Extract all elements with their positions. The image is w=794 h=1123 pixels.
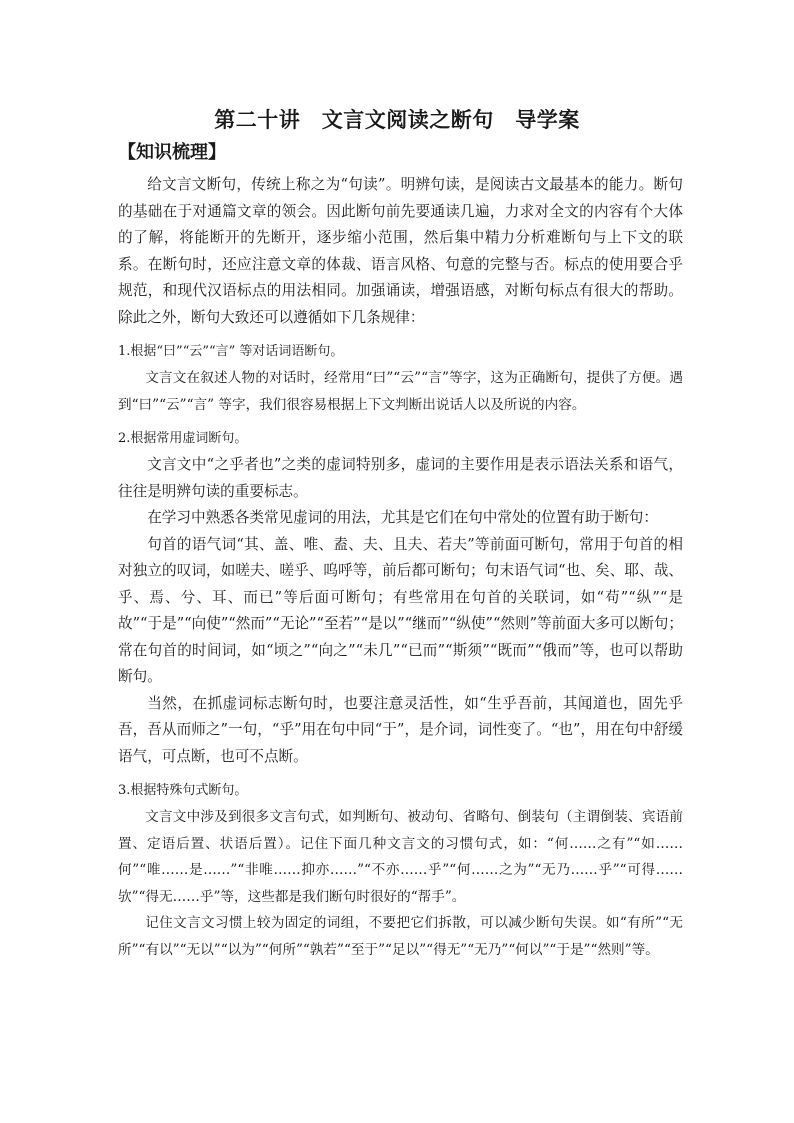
document-body [118,172,683,963]
rule-2-heading: 2.根据常用虚词断句。 [118,431,248,446]
rule-2-paragraph-1: 文言文中“之乎者也”之类的虚词特别多，虚词的主要作用是表示语法关系和语气，往往是明辨句读的重要标志。 [118,456,683,500]
rule-3-heading: 3.根据特殊句式断句。 [118,783,248,798]
page-title: 第二十讲 文言文阅读之断句 导学案 [214,107,580,132]
rule-1-paragraph: 文言文在叙述人物的对话时，经常用“曰”“云”“言”等字，这为正确断句，提供了方便。遇到“曰”“云”“言” 等字，我们很容易根据上下文判断出说话人以及所说的内容。 [118,370,683,413]
rule-1-heading: 1.根据“曰”“云”“言” 等对话词语断句。 [118,344,344,359]
rule-2-paragraph-4: 当然，在抓虚词标志断句时，也要注意灵活性，如“生乎吾前，其闻道也，固先乎吾，吾从而师之”一句，“乎”用在句中同“于”，是介词，词性变了。“也”，用在句中舒缓语气，可点断，也可不点断。 [118,694,683,765]
rule-2-paragraph-2: 在学习中熟悉各类常见虚词的用法，尤其是它们在句中常处的位置有助于断句： [147,509,658,526]
rule-3-paragraph-2: 记住文言文习惯上较为固定的词组，不要把它们拆散，可以减少断句失误。如“有所”“无所”“有以”“无以”“以为”“何所”“孰若”“至于”“足以”“得无”“无乃”“何以”“于是”“然则”等。 [118,915,683,958]
section-heading: 【知识梳理】 [118,142,226,163]
intro-paragraph: 给文言文断句，传统上称之为“句读”。明辨句读，是阅读古文最基本的能力。断句的基础在于对通篇文章的领会。因此断句前先要通读几遍，力求对全文的内容有个大体的了解，将能断开的先断开，逐步缩小范围，然后集中精力分析难断句与上下文的联系。在断句时，还应注意文章的体裁、语言风格、句意的完整与否。标点的使用要合乎规范，和现代汉语标点的用法相同。加强诵读，增强语感，对断句标点有很大的帮助。除此之外，断句大致还可以遵循如下几条规律： [118,176,683,326]
rule-3-paragraph-1: 文言文中涉及到很多文言句式，如判断句、被动句、省略句、倒装句（主谓倒装、宾语前置、定语后置、状语后置）。记住下面几种文言文的习惯句式，如：“何……之有”“如……何”“唯……是……”“非唯……抑亦……”“不亦……乎”“何……之为”“无乃……乎”“可得……欤”“得无……乎”等，这些都是我们断句时很好的“帮手”。 [118,809,683,905]
rule-2-paragraph-3: 句首的语气词“其、盖、唯、盍、夫、且夫、若夫”等前面可断句，常用于句首的相对独立的叹词，如嗟夫、嗟乎、呜呼等，前后都可断句；句末语气词“也、矣、耶、哉、乎、焉、兮、耳、而已”等后面可断句；有些常用在句首的关联词，如“苟”“纵”“是故”“于是”“向使”“然而”“无论”“至若”“是以”“继而”“纵使”“然则”等前面大多可以断句；常在句首的时间词，如“顷之”“向之”“未几”“已而”“斯须”“既而”“俄而”等，也可以帮助断句。 [118,535,683,685]
